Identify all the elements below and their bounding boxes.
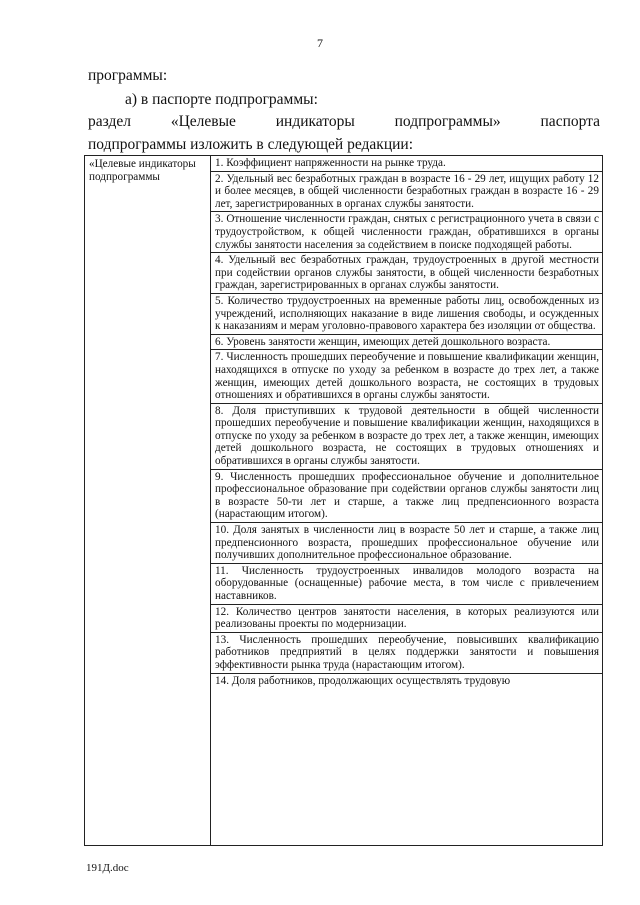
indicator-item: 8. Доля приступивших к трудовой деятельности в общей численности прошедших переобучение и повышение квалификации женщин, находящихся в отпуске по уходу за ребенком в возрасте до трех лет, а также женщин, имеющих детей дошкольного возраста, не состоящих в трудовых отношениях и обратившихся в органы службы занятости. [211,404,602,470]
indicator-item: 5. Количество трудоустроенных на временные работы лиц, освобожденных из учреждений, исполняющих наказание в виде лишения свободы, и осужденных к наказаниям и мерам уголовно-правового характера без изоляции от общества. [211,294,602,335]
intro-word: раздел [88,113,131,130]
footer-filename: 191Д.doc [86,862,129,874]
indicator-item: 6. Уровень занятости женщин, имеющих детей дошкольного возраста. [211,335,602,351]
intro-word: подпрограммы» [394,113,501,130]
intro-line-3 [88,110,600,134]
intro-word: паспорта [540,113,601,130]
indicator-item: 4. Удельный вес безработных граждан, трудоустроенных в другой местности при содействии органов службы занятости, в общей численности безработных граждан, зарегистрированных в органах службы занятости. [211,253,602,294]
indicators-table [84,155,603,846]
indicator-item: 13. Численность прошедших переобучение, повысивших квалификацию работников предприятий в целях поддержки занятости и повышения эффективности рынка труда (нарастающим итогом). [211,633,602,674]
indicator-item: 2. Удельный вес безработных граждан в возрасте 16 - 29 лет, ищущих работу 12 и более месяцев, в общей численности безработных граждан в возрасте 16 - 29 лет, зарегистрированных в органах службы занятости. [211,172,602,213]
indicator-item: 12. Количество центров занятости населения, в которых реализуются или реализованы проекты по модернизации. [211,605,602,633]
intro-line-2: а) в паспорте подпрограммы: [125,91,318,108]
intro-line-1: программы: [88,67,168,84]
intro-word: «Целевые [170,113,236,130]
indicator-item: 10. Доля занятых в численности лиц в возрасте 50 лет и старше, а также лиц предпенсионного возраста, прошедших профессиональное обучение или получивших дополнительное профессиональное образование. [211,523,602,564]
indicator-item: 3. Отношение численности граждан, снятых с регистрационного учета в связи с трудоустройством, к общей численности граждан, обратившихся в органы службы занятости населения за содействием в поиске подходящей работы. [211,212,602,253]
indicator-item: 9. Численность прошедших профессиональное обучение и дополнительное профессиональное образование при содействии органов службы занятости лиц в возрасте 50-ти лет и старше, а также лиц предпенсионного возраста (нарастающим итогом). [211,470,602,523]
table-left-label: «Целевые индикаторы подпрограммы [85,156,211,845]
indicator-item: 7. Численность прошедших переобучение и повышение квалификации женщин, находящихся в отпуске по уходу за ребенком в возрасте до трех лет, а также женщин, имеющих детей дошкольного возраста, не состоящих в трудовых отношениях и обратившихся в органы службы занятости. [211,350,602,403]
indicators-list [211,156,602,845]
indicator-item: 14. Доля работников, продолжающих осуществлять трудовую [215,674,511,687]
indicator-item: 11. Численность трудоустроенных инвалидов молодого возраста на оборудованные (оснащенные) рабочие места, в том числе с привлечением наставников. [211,564,602,605]
intro-word: индикаторы [275,113,355,130]
intro-line-4: подпрограммы изложить в следующей редакции: [88,136,414,153]
page-number: 7 [317,36,323,50]
indicator-item: 1. Коэффициент напряженности на рынке труда. [211,156,602,172]
